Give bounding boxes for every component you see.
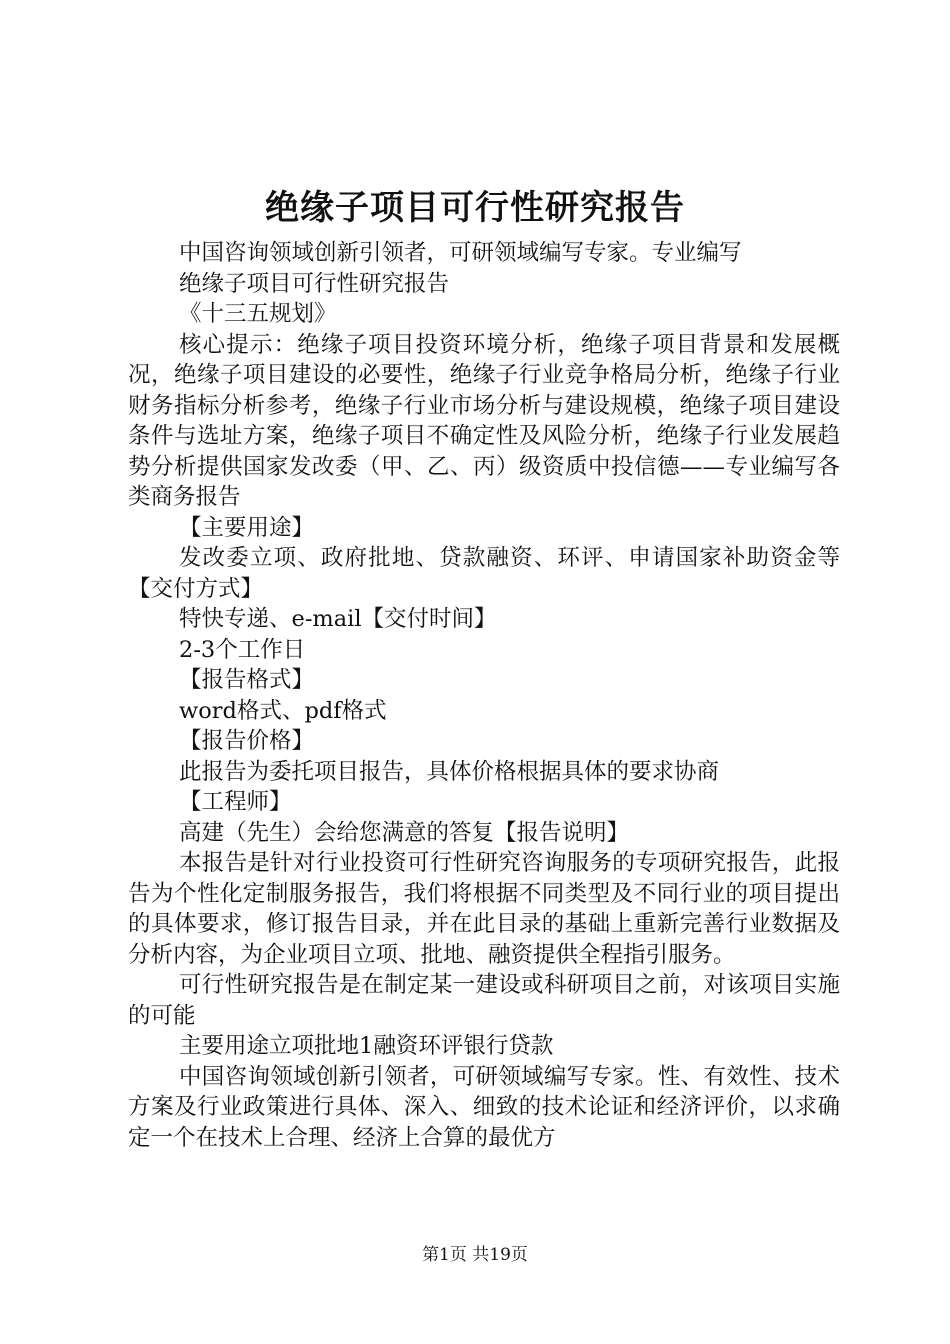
document-body	[128, 238, 840, 1153]
paragraph-conclusion: 中国咨询领域创新引领者，可研领域编写专家。性、有效性、技术方案及行业政策进行具体、深入、细致的技术论证和经济评价，以求确定一个在技术上合理、经济上合算的最优方	[128, 1063, 840, 1151]
paragraph-core-tips: 核心提示：绝缘子项目投资环境分析，绝缘子项目背景和发展概况，绝缘子项目建设的必要性，绝缘子行业竞争格局分析，绝缘子行业财务指标分析参考，绝缘子行业市场分析与建设规模，绝缘子项目建设条件与选址方案，绝缘子项目不确定性及风险分析，绝缘子行业发展趋势分析提供国家发改委（甲、乙、丙）级资质中投信德——专业编写各类商务报告	[128, 331, 840, 510]
paragraph-plan: 《十三五规划》	[179, 301, 337, 327]
section-heading-price: 【报告价格】	[179, 728, 315, 754]
paragraph-engineer: 高建（先生）会给您满意的答复【报告说明】	[179, 819, 630, 846]
paragraph-delivery-time: 2-3个工作日	[179, 636, 306, 663]
paragraph-report-name: 绝缘子项目可行性研究报告	[179, 270, 450, 297]
paragraph-format: word格式、pdf格式	[179, 697, 387, 724]
paragraph-main-usage: 主要用途立项批地1融资环评银行贷款	[179, 1033, 554, 1059]
section-heading-format: 【报告格式】	[179, 667, 315, 693]
section-heading-usage: 【主要用途】	[179, 514, 315, 541]
section-heading-engineer: 【工程师】	[179, 789, 292, 815]
paragraph-usage: 发改委立项、政府批地、贷款融资、环评、申请国家补助资金等【交付方式】	[128, 545, 840, 602]
paragraph-report-description: 本报告是针对行业投资可行性研究咨询服务的专项研究报告，此报告为个性化定制服务报告，我们将根据不同类型及不同行业的项目提出的具体要求，修订报告目录，并在此目录的基础上重新完善行业数据及分析内容，为企业项目立项、批地、融资提供全程指引服务。	[128, 850, 840, 968]
page-indicator: 第1页 共19页	[422, 1245, 528, 1265]
document-title: 绝缘子项目可行性研究报告	[265, 188, 685, 228]
paragraph-feasibility: 可行性研究报告是在制定某一建设或科研项目之前，对该项目实施的可能	[128, 972, 840, 1029]
paragraph-intro: 中国咨询领域创新引领者，可研领域编写专家。专业编写	[179, 240, 742, 266]
paragraph-delivery: 特快专递、e-mail【交付时间】	[179, 606, 497, 632]
paragraph-price: 此报告为委托项目报告，具体价格根据具体的要求协商	[179, 758, 720, 785]
